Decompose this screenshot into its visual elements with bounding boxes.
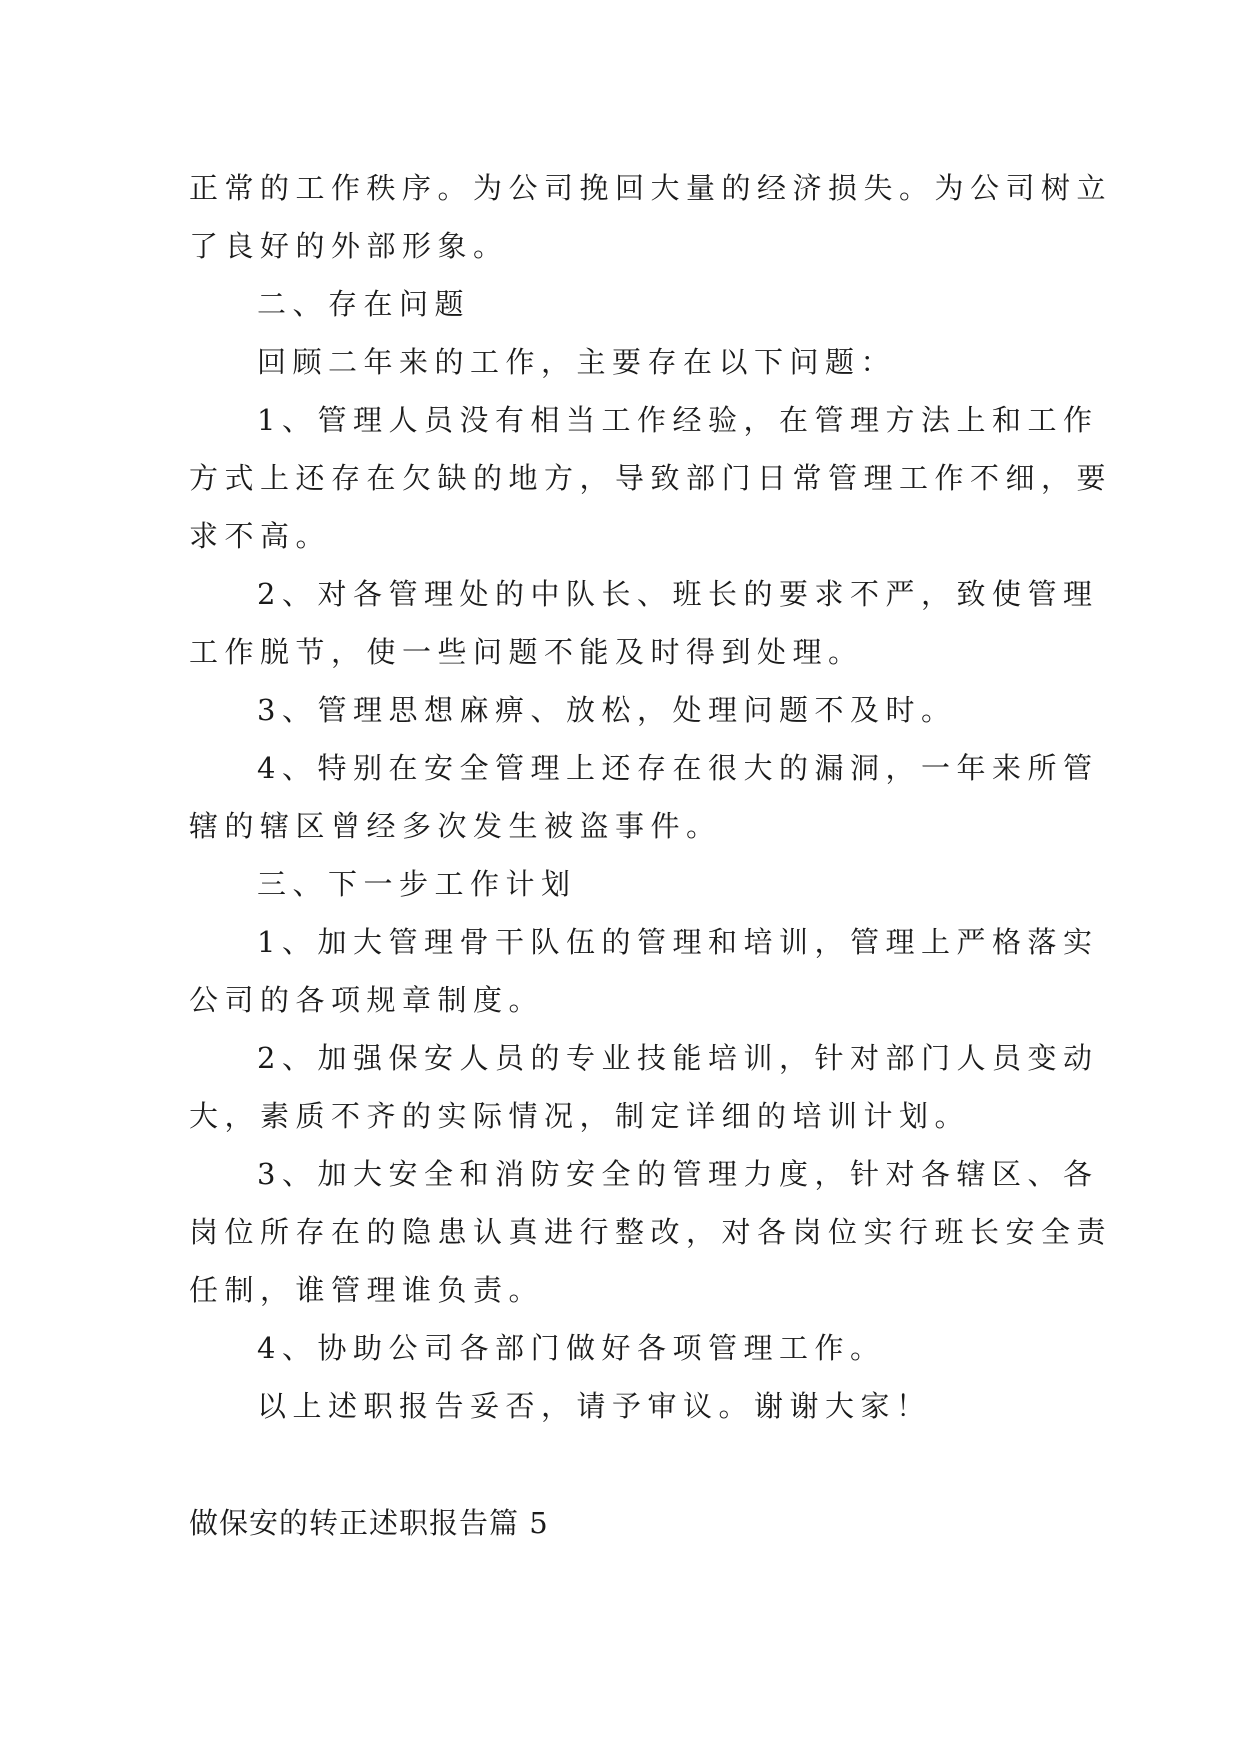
list-item-line: 4、协助公司各部门做好各项管理工作。 xyxy=(257,1331,886,1365)
paragraph-line: 正常的工作秩序。为公司挽回大量的经济损失。为公司树立 xyxy=(189,171,1113,205)
list-item-line: 辖的辖区曾经多次发生被盗事件。 xyxy=(189,809,722,843)
list-item-line: 工作脱节，使一些问题不能及时得到处理。 xyxy=(189,635,864,669)
list-item-line: 任制，谁管理谁负责。 xyxy=(189,1273,545,1307)
list-item-line: 岗位所存在的隐患认真进行整改，对各岗位实行班长安全责 xyxy=(189,1215,1113,1249)
list-item-line: 公司的各项规章制度。 xyxy=(189,983,545,1017)
list-item-line: 大，素质不齐的实际情况，制定详细的培训计划。 xyxy=(189,1099,971,1133)
paragraph-line: 回顾二年来的工作，主要存在以下问题： xyxy=(257,345,897,379)
list-item-line: 1、管理人员没有相当工作经验，在管理方法上和工作 xyxy=(257,403,1099,437)
closing-line: 以上述职报告妥否，请予审议。谢谢大家！ xyxy=(257,1389,932,1423)
list-item-line: 3、加大安全和消防安全的管理力度，针对各辖区、各 xyxy=(257,1157,1099,1191)
list-item-line: 3、管理思想麻痹、放松，处理问题不及时。 xyxy=(257,693,957,727)
next-section-title: 做保安的转正述职报告篇 5 xyxy=(189,1506,549,1540)
list-item-line: 4、特别在安全管理上还存在很大的漏洞，一年来所管 xyxy=(257,751,1099,785)
list-item-line: 方式上还存在欠缺的地方，导致部门日常管理工作不细，要 xyxy=(189,461,1113,495)
list-item-line: 2、对各管理处的中队长、班长的要求不严，致使管理 xyxy=(257,577,1099,611)
section-heading: 三、下一步工作计划 xyxy=(257,867,577,901)
list-item-line: 2、加强保安人员的专业技能培训，针对部门人员变动 xyxy=(257,1041,1099,1075)
list-item-line: 求不高。 xyxy=(189,519,332,553)
section-heading: 二、存在问题 xyxy=(257,287,471,321)
list-item-line: 1、加大管理骨干队伍的管理和培训，管理上严格落实 xyxy=(257,925,1099,959)
paragraph-line: 了良好的外部形象。 xyxy=(189,229,509,263)
